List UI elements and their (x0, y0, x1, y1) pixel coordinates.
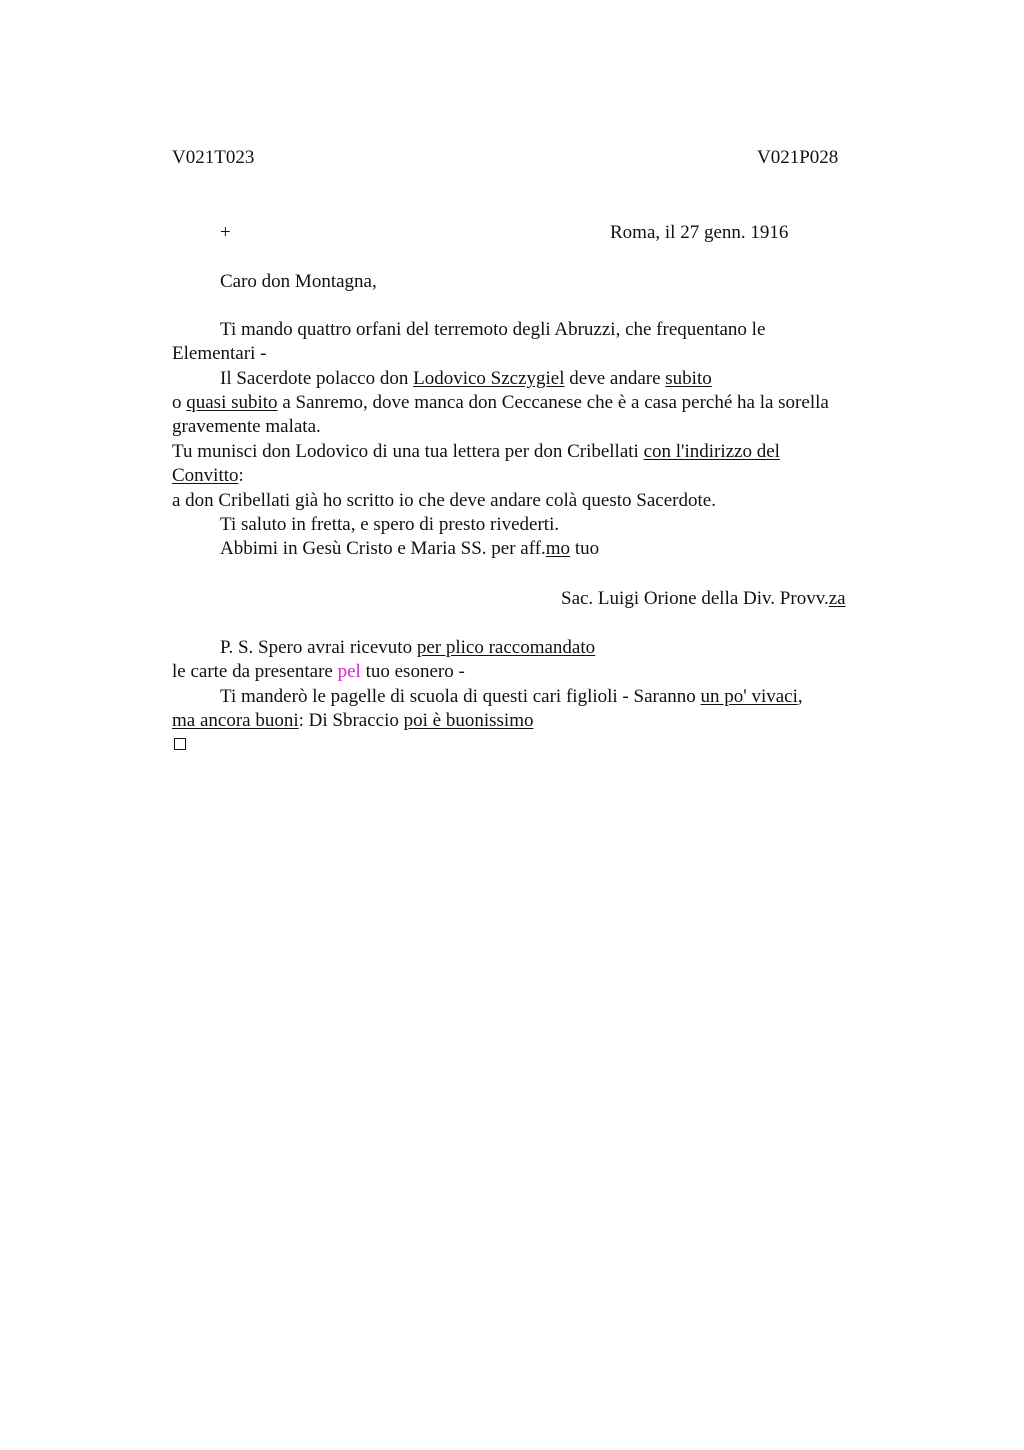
text-run: Ti manderò le pagelle di scuola di questi cari figlioli - Saranno (220, 686, 701, 707)
text-run: : (238, 465, 244, 486)
underlined-text: per plico raccomandato (416, 637, 596, 658)
text-run: Sac. Luigi Orione della Div. Provv. (561, 588, 829, 609)
underlined-text: ma ancora buoni (172, 710, 299, 731)
signature (561, 587, 846, 611)
document-code-left: V021T023 (172, 147, 255, 168)
text-run: : Di Sbraccio (298, 710, 404, 731)
highlighted-text: pel (337, 661, 361, 682)
paragraph-line: Ti saluto in fretta, e spero di presto rivederti. (220, 514, 560, 535)
document-code-right: V021P028 (757, 147, 839, 168)
paragraph-line (220, 537, 599, 561)
underlined-text: Convitto (172, 465, 239, 486)
text-run: Abbimi in Gesù Cristo e Maria SS. per aff. (220, 538, 546, 559)
paragraph-line: Elementari - (172, 343, 267, 364)
text-run: Il Sacerdote polacco don (220, 368, 414, 389)
paragraph-line (220, 367, 712, 391)
paragraph-line: Ti mando quattro orfani del terremoto degli Abruzzi, che frequentano le (220, 319, 766, 340)
checkbox-square-icon (174, 738, 186, 750)
underlined-text: subito (665, 368, 712, 389)
text-run: , (797, 686, 803, 707)
postscript-line (172, 660, 465, 684)
text-run: P. S. Spero avrai ricevuto (220, 637, 417, 658)
postscript-line (220, 636, 595, 660)
paragraph-line: gravemente malata. (172, 416, 321, 437)
place-date: Roma, il 27 genn. 1916 (610, 222, 789, 243)
underlined-text: za (828, 588, 846, 609)
postscript-line (220, 685, 803, 709)
underlined-text: quasi subito (186, 392, 278, 413)
text-run: o (172, 392, 187, 413)
text-run: deve andare (564, 368, 666, 389)
text-run: a Sanremo, dove manca don Ceccanese che è a casa perché ha la sorella (277, 392, 829, 413)
salutation: Caro don Montagna, (220, 271, 377, 292)
text-run: le carte da presentare (172, 661, 338, 682)
underlined-text: poi è buonissimo (403, 710, 534, 731)
paragraph-line (172, 440, 780, 464)
underlined-text: un po' vivaci (700, 686, 798, 707)
postscript-line (172, 709, 533, 733)
underlined-text: con l'indirizzo del (643, 441, 780, 462)
text-run: tuo (570, 538, 600, 559)
underlined-name: Lodovico Szczygiel (413, 368, 565, 389)
paragraph-line (172, 464, 244, 488)
underlined-text: mo (545, 538, 571, 559)
cross-mark: + (220, 222, 231, 243)
text-run: tuo esonero - (360, 661, 465, 682)
paragraph-line: a don Cribellati già ho scritto io che deve andare colà questo Sacerdote. (172, 490, 716, 511)
text-run: Tu munisci don Lodovico di una tua lettera per don Cribellati (172, 441, 644, 462)
paragraph-line (172, 391, 829, 415)
